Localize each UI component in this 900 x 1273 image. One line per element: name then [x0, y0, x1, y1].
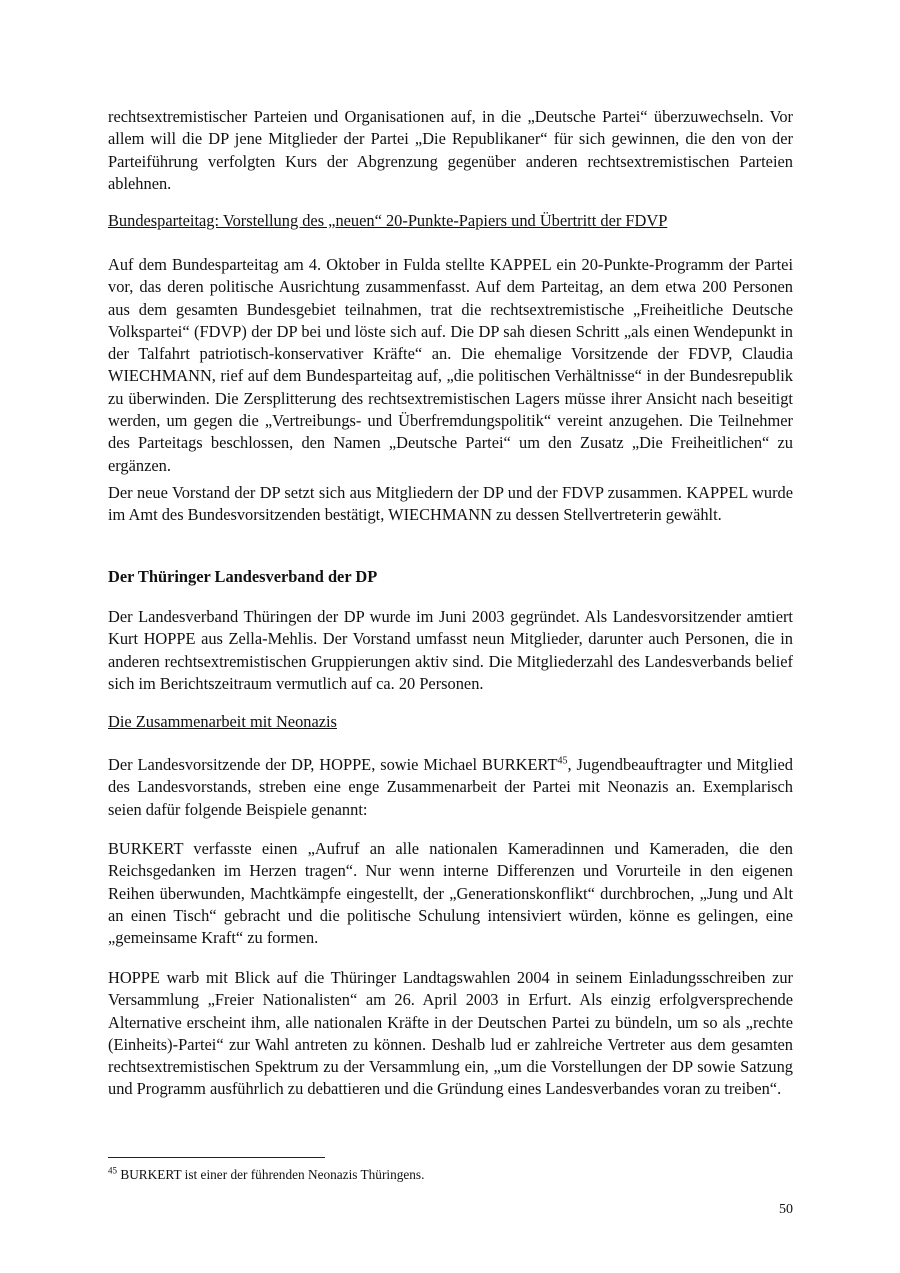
paragraph-continuation: rechtsextremistischer Parteien und Organisationen auf, in die „Deutsche Partei“ überzuwechseln. Vor allem will die DP jene Mitglieder der Partei „Die Republikaner“ für sich gewinnen, die den von der Parteiführung verfolgten Kurs der Abgrenzung gegenüber anderen rechtsextremistischen Parteien ablehnen. [108, 107, 793, 193]
section-heading-neonazis: Die Zusammenarbeit mit Neonazis [108, 712, 337, 731]
paragraph-bundesparteitag: Auf dem Bundesparteitag am 4. Oktober in Fulda stellte KAPPEL ein 20-Punkte-Programm der Partei vor, das deren politische Ausrichtung zusammenfasst. Auf dem Parteitag, an dem etwa 200 Personen aus dem gesamten Bundesgebiet teilnahmen, trat die rechtsextremistische „Freiheitliche Deutsche Volkspartei“ (FDVP) der DP bei und löste sich auf. Die DP sah diesen Schritt „als einen Wendepunkt in der Talfahrt patriotisch-konservativer Kräfte“ an. Die ehemalige Vorsitzende der FDVP, Claudia WIECHMANN, rief auf dem Bundesparteitag auf, „die politischen Verhältnisse“ in der Bundesrepublik zu überwinden. Die Zersplitterung des rechtsextremistischen Lagers müsse ihrer Ansicht nach beseitigt werden, um gegen die „Vertreibungs- und Überfremdungspolitik“ vereint anzugehen. Die Teilnehmer des Parteitags beschlossen, den Namen „Deutsche Partei“ um den Zusatz „Die Freiheitlichen“ zu ergänzen. [108, 255, 793, 475]
section-heading-bundesparteitag: Bundesparteitag: Vorstellung des „neuen“ 20-Punkte-Papiers und Übertritt der FDVP [108, 211, 668, 230]
footnote-separator [108, 1157, 325, 1158]
section-heading-landesverband: Der Thüringer Landesverband der DP [108, 567, 378, 586]
paragraph-landesverband: Der Landesverband Thüringen der DP wurde im Juni 2003 gegründet. Als Landesvorsitzender amtiert Kurt HOPPE aus Zella-Mehlis. Der Vorstand umfasst neun Mitglieder, darunter auch Personen, die in anderen rechtsextremistischen Gruppierungen aktiv sind. Die Mitgliederzahl des Landesverbands belief sich im Berichtszeitraum vermutlich auf ca. 20 Personen. [108, 607, 793, 693]
page-number: 50 [779, 1202, 793, 1217]
footnote-reference[interactable]: 45 [557, 755, 568, 767]
paragraph-hoppe-einladung: HOPPE warb mit Blick auf die Thüringer Landtagswahlen 2004 in seinem Einladungsschreiben zur Versammlung „Freier Nationalisten“ am 26. April 2003 in Erfurt. Als einzig erfolgversprechende Alternative erscheint ihm, alle nationalen Kräfte in der Deutschen Partei zu bündeln, um so als „rechte (Einheits)-Partei“ zur Wahl antreten zu können. Deshalb lud er zahlreiche Vertreter aus dem gesamten rechtsextremistischen Spektrum zu der Versammlung ein, „um die Vorstellungen der DP sowie Satzung und Programm ausführlich zu debattieren und die Gründung eines Landesverbandes voran zu treiben“. [108, 968, 793, 1099]
paragraph-zusammenarbeit-text-b: , Jugendbeauftragter und Mitglied des Landesvorstands, streben eine enge Zusammenarbeit der Partei mit Neonazis an. Exemplarisch seien dafür folgende Beispiele genannt: [108, 755, 793, 819]
paragraph-zusammenarbeit-text-a: Der Landesvorsitzende der DP, HOPPE, sowie Michael BURKERT [108, 755, 558, 774]
paragraph-burkert-aufruf: BURKERT verfasste einen „Aufruf an alle nationalen Kameradinnen und Kameraden, die den Reichsgedanken im Herzen tragen“. Nur wenn interne Differenzen und Vorurteile in den eigenen Reihen überwunden, Machtkämpfe eingestellt, der „Generationskonflikt“ durchbrochen, „Jung und Alt an einen Tisch“ gebracht und die politische Schulung intensiviert würden, könne es gelingen, eine „gemeinsame Kraft“ zu formen. [108, 839, 793, 948]
footnote-text: BURKERT ist einer der führenden Neonazis Thüringens. [117, 1167, 425, 1182]
paragraph-vorstand: Der neue Vorstand der DP setzt sich aus Mitgliedern der DP und der FDVP zusammen. KAPPEL wurde im Amt des Bundesvorsitzenden bestätigt, WIECHMANN zu dessen Stellvertreterin gewählt. [108, 483, 793, 525]
paragraph-zusammenarbeit [108, 754, 793, 821]
footnote-number: 45 [108, 1165, 117, 1176]
footnote [108, 1166, 793, 1183]
